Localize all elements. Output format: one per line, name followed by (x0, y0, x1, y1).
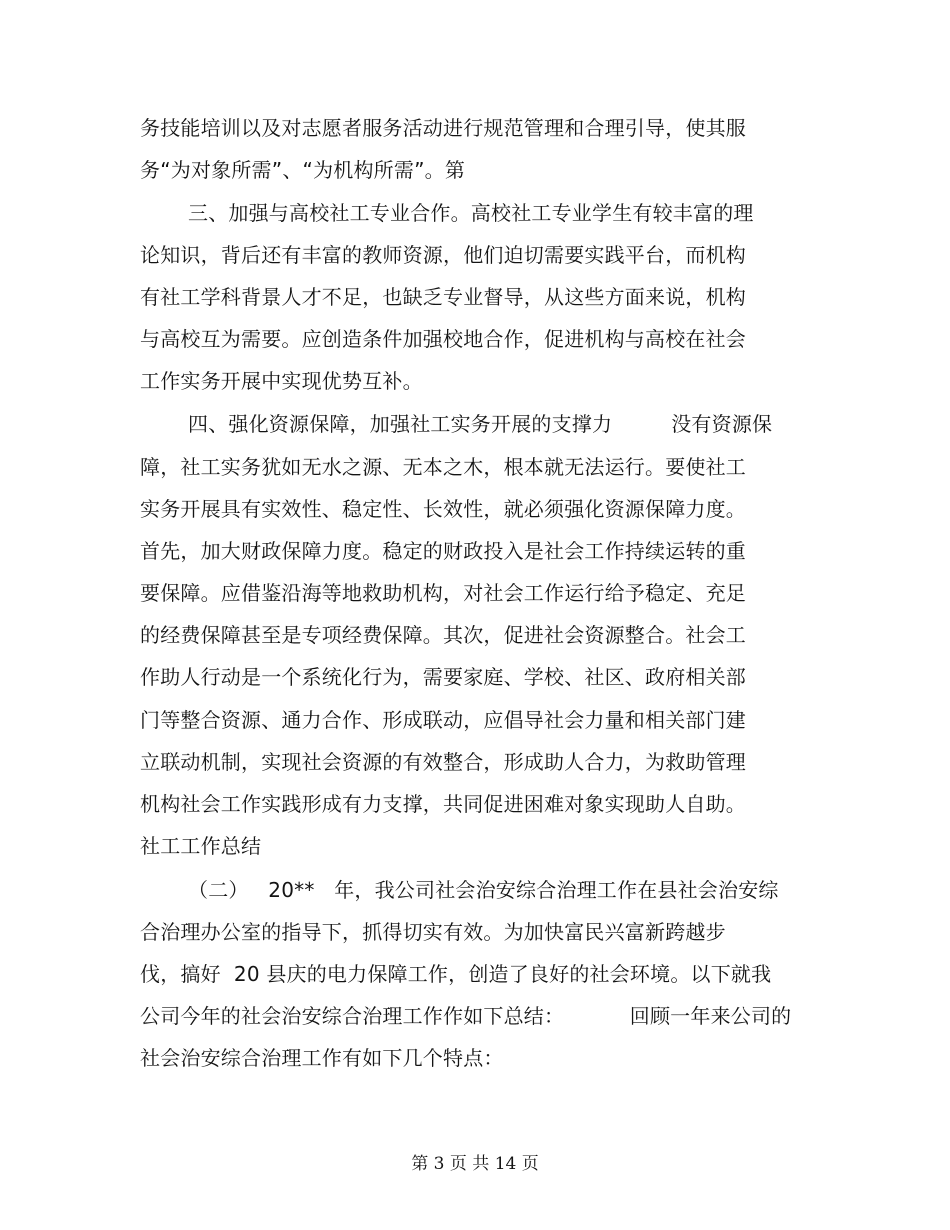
body-line-1: 务技能培训以及对志愿者服务活动进行规范管理和合理引导，使其服 (140, 116, 746, 140)
body-line-23: 社会治安综合治理工作有如下几个特点： (140, 1046, 504, 1070)
body-line-6: 与高校互为需要。应创造条件加强校地合作，促进机构与高校在社会 (140, 327, 746, 351)
page-number-footer: 第 3 页 共 14 页 (411, 1154, 539, 1174)
body-line-17: 机构社会工作实践形成有力支撑，共同促进困难对象实现助人自助。 (140, 792, 746, 816)
body-line-3: 三、加强与高校社工专业合作。高校社工专业学生有较丰富的理 (188, 201, 754, 225)
body-line-19: （二） 20** 年，我公司社会治安综合治理工作在县社会治安综 (188, 878, 779, 902)
body-line-12: 要保障。应借鉴沿海等地救助机构，对社会工作运行给予稳定、充足 (140, 581, 746, 605)
body-line-10: 实务开展具有实效性、稳定性、长效性，就必须强化资源保障力度。 (140, 497, 746, 521)
body-line-8: 四、强化资源保障，加强社工实务开展的支撑力 没有资源保 (188, 412, 773, 436)
body-line-9: 障，社工实务犹如无水之源、无本之木，根本就无法运行。要使社工 (140, 455, 746, 479)
body-line-16: 立联动机制，实现社会资源的有效整合，形成助人合力，为救助管理 (140, 750, 746, 774)
body-line-13: 的经费保障甚至是专项经费保障。其次，促进社会资源整合。社会工 (140, 623, 746, 647)
body-line-5: 有社工学科背景人才不足，也缺乏专业督导，从这些方面来说，机构 (140, 285, 746, 309)
body-line-21: 伐，搞好 20 县庆的电力保障工作，创造了良好的社会环境。以下就我 (140, 962, 772, 986)
body-line-4: 论知识，背后还有丰富的教师资源，他们迫切需要实践平台，而机构 (140, 243, 746, 267)
body-line-20: 合治理办公室的指导下，抓得切实有效。为加快富民兴富新跨越步 (140, 920, 726, 944)
body-line-15: 门等整合资源、通力合作、形成联动，应倡导社会力量和相关部门建 (140, 708, 746, 732)
body-line-7: 工作实务开展中实现优势互补。 (140, 369, 423, 393)
body-line-11: 首先，加大财政保障力度。稳定的财政投入是社会工作持续运转的重 (140, 539, 746, 563)
section-heading: 社工工作总结 (140, 834, 262, 858)
body-line-22: 公司今年的社会治安综合治理工作作如下总结： 回顾一年来公司的 (140, 1004, 792, 1028)
body-line-2: 务“为对象所需”、“为机构所需”。第 (140, 158, 466, 182)
body-line-14: 作助人行动是一个系统化行为，需要家庭、学校、社区、政府相关部 (140, 665, 746, 689)
